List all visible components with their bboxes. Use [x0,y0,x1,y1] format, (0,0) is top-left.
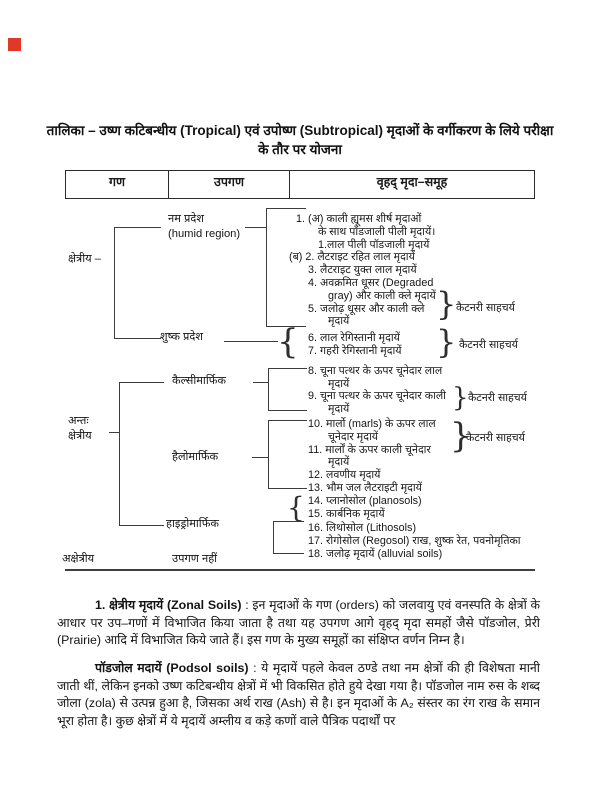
soil-item-line: मृदायें [328,403,350,416]
suborder-label-calcimorphic: कैल्सीमार्फिक [172,375,226,387]
zonal-branch-bracket [114,227,161,339]
paragraph-zonal-lead: 1. क्षेत्रीय मृदायें (Zonal Soils) [95,598,242,612]
soil-item-group-5 [288,469,521,520]
catenary-brace-icon-1 [436,288,456,320]
suborder-humid-line1: नम प्रदेश [168,213,204,225]
suborder-label-hydromorphic: हाइड्रोमार्फिक [166,518,219,530]
title-line-2: के तौर पर योजना [258,142,342,157]
soil-item-group-6 [288,522,521,560]
soil-item-line: मृदायें [328,315,350,328]
soil-item-line: 12. लवणीय मृदायें [308,469,381,482]
soil-item-line: 10. मार्लो (marls) के ऊपर लाल [308,417,436,430]
diagram-bottom-rule [65,569,535,571]
order-label-intrazonal-line2: क्षेत्रीय [68,430,92,442]
soil-item-line: 16. लिथोसोल (Lithosols) [308,522,417,535]
paragraph-podsol-soils [57,660,540,730]
soil-item-line: 4. अवक्रमित धूसर (Degraded [308,276,434,289]
order-label-intrazonal-line1: अन्तः [68,415,89,427]
soil-item-line: 7. गहरी रेगिस्तानी मृदायें [308,344,402,357]
intrazonal-branch-bracket [119,382,164,526]
soil-item-line: 11. मार्लों के ऊपर काली चूनेदार [308,443,431,456]
soil-item-line: 1. (अ) काली ह्यूमस शीर्ष मृदाओं [296,213,422,225]
soil-item-line: 18. जलोढ़ मृदायें (alluvial soils) [308,547,443,560]
suborder-label-none: उपगण नहीं [172,553,218,565]
dry-connector-line [224,341,278,342]
humid-connector-line [245,227,266,228]
title-line-1: तालिका – उष्ण कटिबन्धीय (Tropical) एवं उपोष्ण (Subtropical) मृदाओं के वर्गीकरण के लिये परीक्षा [46,123,554,138]
order-label-azonal: अक्षेत्रीय [62,553,95,565]
soil-item-line: 5. जलोढ़ धूसर और काली क्ले [308,302,425,315]
soil-item-line: मृदायें [328,377,350,390]
paragraph-zonal-soils [57,597,540,650]
intrazonal-tick-line [109,432,119,433]
soil-item-line: 1.लाल पीली पॉडजाली मृदायें [318,238,430,251]
catenary-label-3: कैटनरी साहचर्य [468,392,527,404]
column-header-suborder: उपगण [168,171,289,198]
soil-item-line: 9. चूना पत्थर के ऊपर चूनेदार काली [308,390,446,403]
catenary-label-2: कैटनरी साहचर्य [459,339,518,351]
paragraph-zonal-body: : इन मृदाओं के गण (orders) को जलवायु एवं वनस्पति के क्षेत्रों के आधार पर उप–गणों में विभाजित किया जाता है तथा यह उपगण आगे वृहद् मृदा समहों जैसे पॉडजोल, प्रेरी (Prairie) आदि में विभाजित किये जाते हैं। इस गण के मुख्य समूहों का संक्षिप्त वर्णन निम्न है। [57,598,540,647]
soil-item-line: चूनेदार मृदायें [328,430,379,443]
suborder-humid-line2: (humid region) [168,228,241,240]
soil-item-line: मृदायें [328,456,350,469]
order-label-intrazonal [68,414,92,444]
soil-item-line: 8. चूना पत्थर के ऊपर चूनेदार लाल [308,364,443,377]
soil-item-line: 3. लैटराइट युक्त लाल मृदायें [308,264,417,277]
order-label-zonal: क्षेत्रीय – [68,253,101,265]
paragraph-podsol-lead: पॉडजोल मदायें (Podsol soils) [95,661,249,675]
paragraph-podsol-body: : ये मृदायें पहले केवल ठण्डे तथा नम क्षेत्रों की ही विशेषता मानी जाती थीं, लेकिन इनको उष्ण कटिबन्धीय क्षेत्रों में भी विकसित होते हुये देखा गया है। पॉडजोल नाम रुस के शब्द जोला (zola) से उत्पन्न हुआ है, जिसका अर्थ राख (Ash) से है। इन मृदाओं के A₂ संस्तर का रंग राख के समान भूरा होता है। कुछ क्षेत्रों में ये मृदायें अम्लीय व कड़े कणों वाले पैत्रिक पदार्थों पर [57,661,540,728]
classification-table-header [65,170,535,199]
soil-item-line: 6. लाल रेगिस्तानी मृदायें [308,332,400,345]
soil-item-line: 17. रोगोसोल (Regosol) राख, शुष्क रेत, पवनोमृतिका [308,535,521,548]
soil-item-line: के साथ पॉडजाली पीली मृदायें। [318,225,436,238]
soil-item-line: 14. प्लानोसोल (planosols) [308,494,422,507]
soil-item-line: gray) और काली क्ले मृदायें [328,289,436,302]
page-title [40,121,560,159]
red-marker-square [8,38,21,51]
catenary-brace-icon-2 [436,326,456,358]
soil-item-line: (ब) 2. लैटराइट रहित लाल मृदायें [289,251,415,264]
calcimorphic-connector-line [253,382,268,383]
major-soil-groups-column [288,213,521,561]
suborder-label-humid [168,212,240,242]
column-header-great-soil-group: वृहद् मृदा–समूह [289,171,534,198]
catenary-label-1: कैटनरी साहचर्य [456,302,515,314]
suborder-label-halomorphic: हैलोमार्फिक [172,451,219,463]
halomorphic-connector-line [252,457,268,458]
soil-item-line: 15. कार्बनिक मृदायें [308,507,385,520]
catenary-label-4: कैटनरी साहचर्य [466,432,525,444]
suborder-label-dry: शुष्क प्रदेश [160,331,203,343]
column-header-order: गण [108,175,126,189]
catenary-brace-icon-3 [452,385,469,411]
soil-item-line: 13. भौम जल लैटराइटी मृदायें [308,481,422,494]
